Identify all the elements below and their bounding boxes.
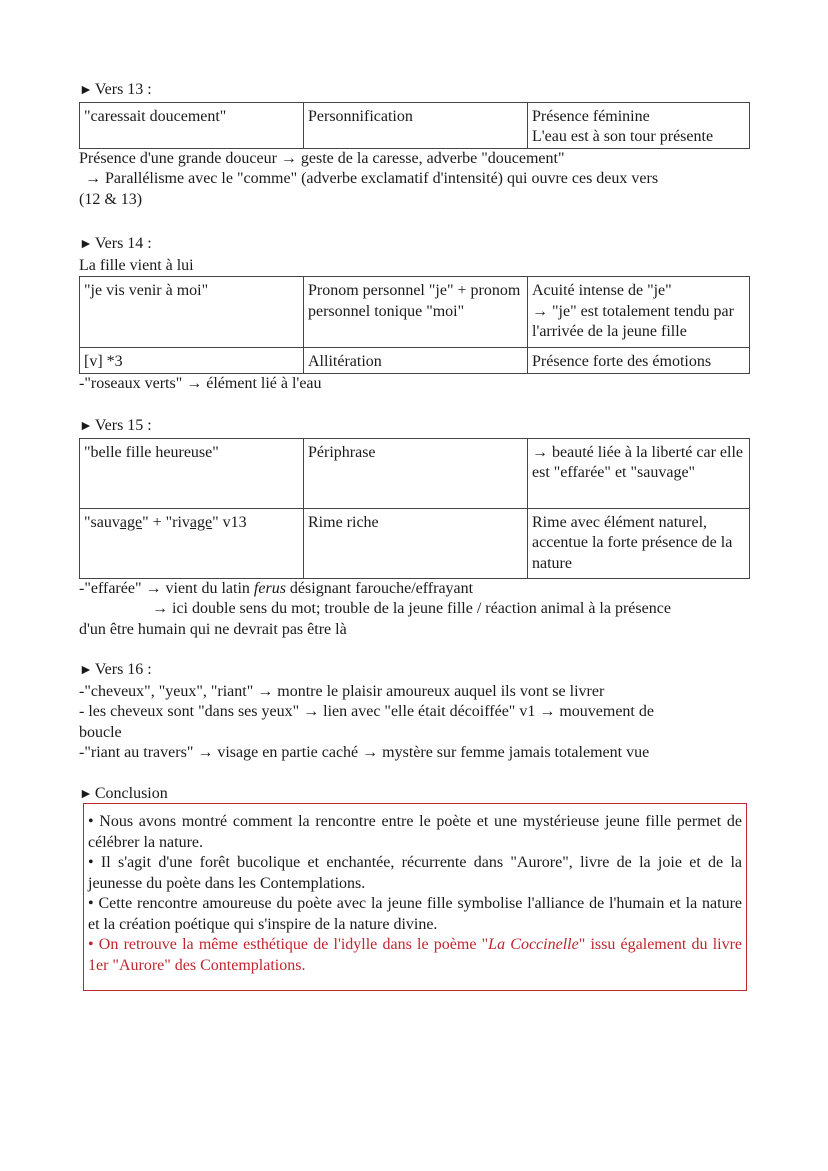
triangle-bullet-icon: ► [79,419,93,434]
conclusion-bullet: • Cette rencontre amoureuse du poète avec la jeune fille symbolise l'alliance de l'humain et la nature et la création poétique qui s'inspire de la nature divine. [88,895,742,933]
vers-15-heading: ► Vers 15 : [79,416,749,438]
table-cell: "caressait doucement" [80,102,304,148]
vers-14-heading: ► Vers 14 : [79,234,749,256]
vers-16-line: boucle [79,723,122,741]
table-cell: Présence forte des émotions [528,348,750,374]
vers-14-section [79,234,749,394]
table-row [80,508,750,578]
vers-14-intro: La fille vient à lui [79,256,194,274]
conclusion-heading: ► Conclusion [79,784,749,806]
conclusion-bullet: • Il s'agit d'une forêt bucolique et enchantée, récurrente dans "Aurore", livre de la joie et de la jeunesse du poète dans les Contemplations. [88,854,742,892]
vers-16-line: -"riant au travers" → visage en partie caché → mystère sur femme jamais totalement vue [79,744,650,761]
table-row [80,348,750,374]
table-cell: "belle fille heureuse" [80,438,304,508]
vers-15-note: → ici double sens du mot; trouble de la jeune fille / réaction animal à la présence [152,600,671,617]
vers-15-note: -"effarée" → vient du latin ferus désignant farouche/effrayant [79,579,474,597]
table-cell: Présence féminine L'eau est à son tour présente [528,102,750,148]
table-cell: → beauté liée à la liberté car elle est "effarée" et "sauvage" [528,438,750,508]
vers-16-heading: ► Vers 16 : [79,660,749,682]
vers-13-note: (12 & 13) [79,190,143,208]
vers-13-note: Présence d'une grande douceur → geste de la caresse, adverbe "doucement" [79,149,565,167]
conclusion-bullet: • Nous avons montré comment la rencontre entre le poète et une mystérieuse jeune fille permet de célébrer la nature. [88,813,742,851]
vers-15-table [79,438,750,579]
triangle-bullet-icon: ► [79,663,93,678]
conclusion-box [83,803,747,991]
table-cell: Acuité intense de "je" → "je" est totalement tendu par l'arrivée de la jeune fille [528,277,750,348]
table-cell: Rime riche [304,508,528,578]
table-cell: Rime avec élément naturel, accentue la forte présence de la nature [528,508,750,578]
table-cell: Allitération [304,348,528,374]
table-row [80,277,750,348]
triangle-bullet-icon: ► [79,83,93,98]
table-row [80,438,750,508]
table-cell: Personnification [304,102,528,148]
vers-16-line: - les cheveux sont "dans ses yeux" → lien avec "elle était décoiffée" v1 → mouvement de [79,703,654,720]
triangle-bullet-icon: ► [79,787,93,802]
vers-13-note: → Parallélisme avec le "comme" (adverbe exclamatif d'intensité) qui ouvre ces deux vers [85,170,659,187]
vers-14-note: -"roseaux verts" → élément lié à l'eau [79,374,322,392]
table-cell: Pronom personnel "je" + pronom personnel tonique "moi" [304,277,528,348]
triangle-bullet-icon: ► [79,237,93,252]
vers-16-line: -"cheveux", "yeux", "riant" → montre le plaisir amoureux auquel ils vont se livrer [79,682,605,700]
vers-13-section [79,80,749,210]
table-cell: "sauvage" + "rivage" v13 [80,508,304,578]
vers-16-section [79,660,749,764]
table-cell: "je vis venir à moi" [80,277,304,348]
table-cell: Périphrase [304,438,528,508]
vers-15-note: d'un être humain qui ne devrait pas être là [79,620,347,638]
vers-15-section [79,416,749,640]
conclusion-bullet: • On retrouve la même esthétique de l'idylle dans le poème "La Coccinelle" issu également du livre 1er "Aurore" des Contemplations. [88,936,743,974]
vers-13-heading: ► Vers 13 : [79,80,749,102]
vers-13-table [79,102,750,149]
vers-14-table [79,276,750,374]
table-row [80,102,750,148]
table-cell: [v] *3 [80,348,304,374]
